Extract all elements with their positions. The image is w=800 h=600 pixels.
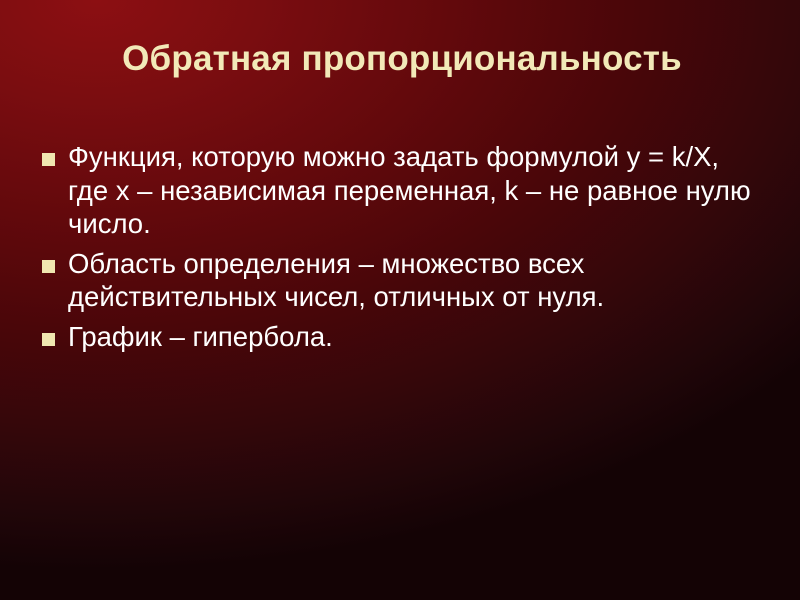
bullet-list (42, 140, 754, 359)
page-title: Обратная пропорциональность (122, 39, 682, 78)
list-item (42, 247, 754, 314)
list-item-text: Функция, которую можно задать формулой y = k/X, где x – независимая переменная, k – не равное нулю число. (68, 141, 751, 240)
list-item-text: График – гипербола. (68, 320, 333, 352)
square-bullet-icon (42, 260, 55, 273)
square-bullet-icon (42, 153, 55, 166)
list-item (42, 140, 754, 241)
list-item (42, 320, 754, 354)
square-bullet-icon (42, 333, 55, 346)
list-item-text: Область определения – множество всех действительных чисел, отличных от нуля. (68, 247, 605, 313)
